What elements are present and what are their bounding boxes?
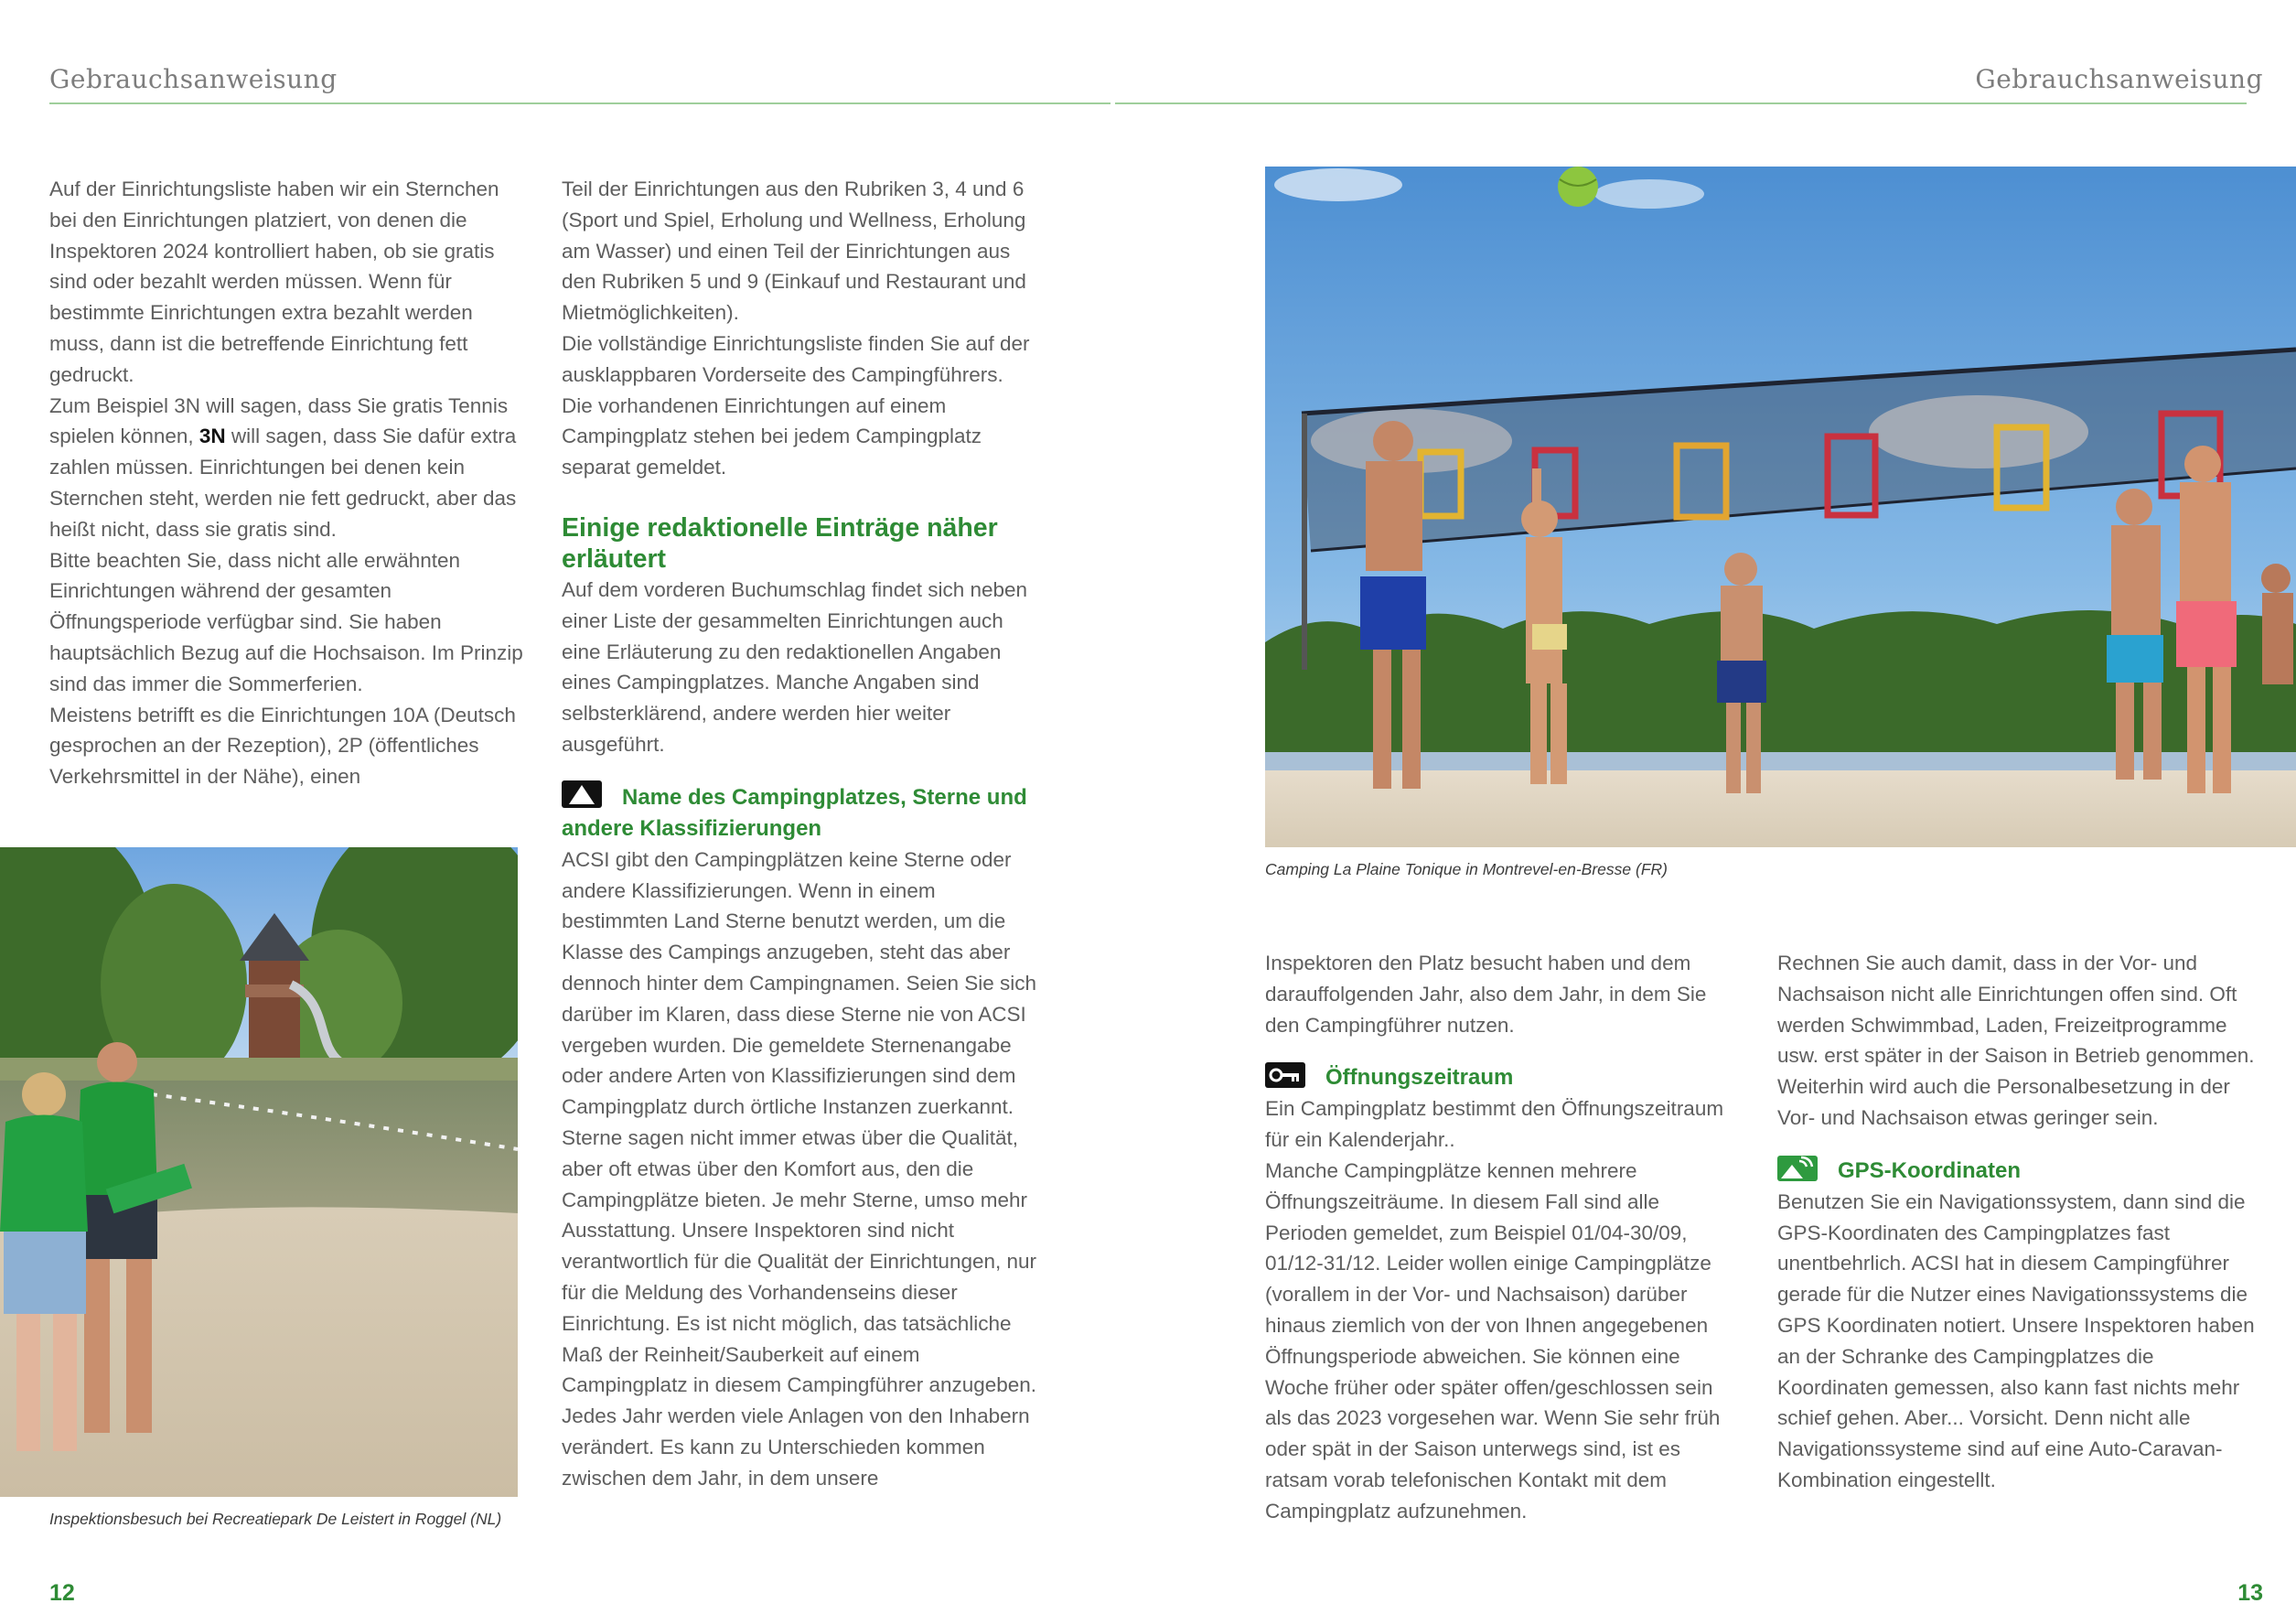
subheading-gps — [1777, 1156, 2262, 1187]
left-page — [0, 0, 1115, 1614]
bold-example: 3N — [198, 425, 226, 448]
header-rule-left — [49, 102, 1110, 104]
key-icon — [1265, 1062, 1305, 1088]
satellite-signal-icon — [1777, 1156, 1818, 1181]
paragraph: Teil der Einrichtungen aus den Rubriken 3, 4 und 6 (Sport und Spiel, Erholung und Wellness, Erholung am Wasser) und einen Teil der Einrichtungen aus den Rubriken 5 und 9 (Einkauf und Restaurant und Mietmöglichkeiten). — [562, 178, 1026, 325]
column-4 — [1777, 948, 2262, 1496]
subheading-opening-period — [1265, 1062, 1741, 1093]
page-number-left: 12 — [49, 1580, 75, 1606]
photo-caption-left: Inspektionsbesuch bei Recreatiepark De Leistert in Roggel (NL) — [49, 1510, 502, 1528]
photo-caption-right: Camping La Plaine Tonique in Montrevel-en-Bresse (FR) — [1265, 860, 1668, 878]
paragraph: Inspektoren den Platz besucht haben und dem darauffolgenden Jahr, also dem Jahr, in dem Sie den Campingführer nutzen. — [1265, 952, 1707, 1037]
page-number-right: 13 — [2237, 1580, 2263, 1606]
paragraph: Meistens betrifft es die Einrichtungen 10A (Deutsch gesprochen an der Rezeption), 2P (öffentliches Verkehrsmittel in der Nähe), einen — [49, 703, 516, 789]
right-page — [1115, 0, 2296, 1614]
section-heading: Einige redaktionelle Einträge näher erläutert — [562, 512, 998, 574]
paragraph — [49, 391, 525, 545]
photo-beach-volleyball-image — [1265, 167, 2296, 847]
paragraph: Auf der Einrichtungsliste haben wir ein Sternchen bei den Einrichtungen platziert, von denen die Inspektoren 2024 kontrolliert haben, ob sie gratis sind oder bezahlt werden müssen. Wenn für bestimmte Einrichtungen extra bezahlt werden muss, dann ist die betreffende Einrichtung fett gedruckt. — [49, 178, 499, 386]
column-3 — [1265, 948, 1741, 1527]
photo-inspection-visit-image — [0, 847, 518, 1497]
column-2 — [562, 174, 1037, 1493]
paragraph: Bitte beachten Sie, dass nicht alle erwähnten Einrichtungen während der gesamten Öffnungsperiode verfügbar sind. Sie haben hauptsächlich Bezug auf die Hochsaison. Im Prinzip sind das immer die Sommerferien. — [49, 548, 523, 695]
paragraph-text: will sagen, dass Sie dafür extra zahlen müssen. Einrichtungen bei denen kein Sternchen steht, werden nie fett gedruckt, aber das heißt nicht, dass sie gratis sind. — [49, 425, 517, 541]
subheading-stars-label: Name des Campingplatzes, Sterne und andere Klassifizierungen — [562, 784, 1027, 841]
paragraph: Jedes Jahr werden viele Anlagen von den Inhabern verändert. Es kann zu Unterschieden kommen zwischen dem Jahr, in dem unsere — [562, 1404, 1030, 1490]
photo-beach-volleyball — [1265, 167, 2296, 847]
paragraph: Ein Campingplatz bestimmt den Öffnungszeitraum für ein Kalenderjahr.. — [1265, 1097, 1724, 1152]
paragraph: Manche Campingplätze kennen mehrere Öffnungszeiträume. In diesem Fall sind alle Perioden gemeldet, zum Beispiel 01/04-30/09, 01/12-31/12. Leider wollen einige Campingplätze (vorallem in der Vor- und Nachsaison) darüber hinaus ziemlich von der von Ihnen angegebenen Öffnungsperiode abweichen. Sie können eine Woche früher oder später offen/geschlossen sein als das 2023 vorgesehen war. Wenn Sie sehr früh oder spät in der Saison unterwegs sind, ist es ratsam vorab telefonischen Kontakt mit dem Campingplatz aufzunehmen. — [1265, 1158, 1721, 1523]
column-1 — [49, 174, 525, 792]
subheading-opening-period-label: Öffnungszeitraum — [1325, 1065, 1514, 1091]
paragraph: Rechnen Sie auch damit, dass in der Vor- und Nachsaison nicht alle Einrichtungen offen sind. Oft werden Schwimmbad, Laden, Freizeitprogramme usw. erst später in der Saison in Betrieb genommen. Weiterhin wird auch die Personalbesetzung in der Vor- und Nachsaison etwas geringer sein. — [1777, 952, 2255, 1129]
subheading-stars — [562, 780, 1037, 845]
running-head-right: Gebrauchsanweisung — [1975, 64, 2263, 94]
warning-triangle-icon — [562, 780, 602, 808]
paragraph-text: Zum Beispiel 3N will sagen, dass Sie gratis Tennis spielen können, — [49, 393, 509, 448]
paragraph: Auf dem vorderen Buchumschlag findet sich neben einer Liste der gesammelten Einrichtungen auch eine Erläuterung zu den redaktionellen Angaben eines Campingplatzes. Manche Angaben sind selbsterklärend, andere werden hier weiter ausgeführt. — [562, 577, 1028, 756]
subheading-gps-label: GPS-Koordinaten — [1838, 1157, 2022, 1183]
paragraph: Benutzen Sie ein Navigationssystem, dann sind die GPS-Koordinaten des Campingplatzes fast unentbehrlich. ACSI hat in diesem Campingführer gerade für die Nutzer eines Navigationssystems die GPS Koordinaten notiert. Unsere Inspektoren haben an der Schranke des Campingplatzes die Koordinaten gemessen, also kann fast nichts mehr schief gehen. Aber... Vorsicht. Denn nicht alle Navigationssysteme sind auf eine Auto-Caravan-Kombination eingestellt. — [1777, 1189, 2255, 1491]
paragraph: ACSI gibt den Campingplätzen keine Sterne oder andere Klassifizierungen. Wenn in einem bestimmten Land Sterne benutzt werden, um die Klasse des Campings anzugeben, steht das aber dennoch hinter dem Campingnamen. Seien Sie sich darüber im Klaren, dass diese Sterne nie von ACSI vergeben wurden. Die gemeldete Sternenangabe oder andere Arten von Klassifizierungen sind dem Campingplatz durch örtliche Instanzen zuerkannt. Sterne sagen nicht immer etwas über die Qualität, aber oft etwas über den Komfort aus, den die Campingplätze bieten. Je mehr Sterne, umso mehr Ausstattung. Unsere Inspektoren sind nicht verantwortlich für die Qualität der Einrichtungen, nur für die Meldung des Vorhandenseins dieser Einrichtung. Es ist nicht möglich, das tatsächliche Maß der Reinheit/Sauberkeit auf einem Campingplatz in diesem Campingführer anzugeben. — [562, 847, 1037, 1397]
running-head-left: Gebrauchsanweisung — [49, 64, 338, 94]
photo-inspection-visit — [0, 847, 518, 1497]
paragraph: Die vollständige Einrichtungsliste finden Sie auf der ausklappbaren Vorderseite des Campingführers. Die vorhandenen Einrichtungen auf einem Campingplatz stehen bei jedem Campingplatz separat gemeldet. — [562, 331, 1030, 479]
header-rule-right — [1115, 102, 2247, 104]
